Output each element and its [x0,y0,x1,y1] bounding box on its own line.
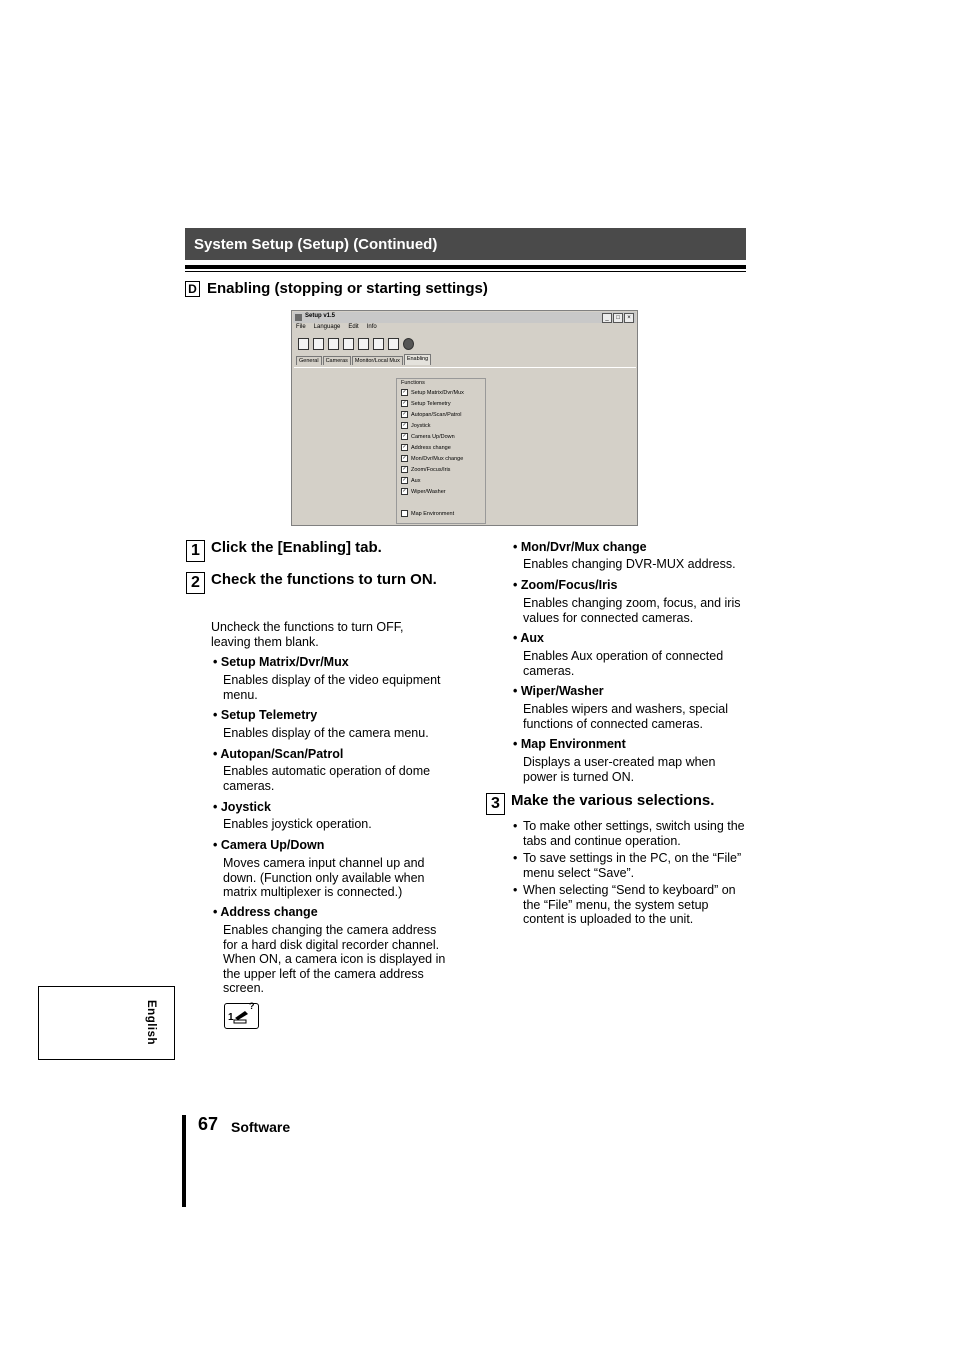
camera-glyph-icon [233,1008,251,1024]
keyboard-send-icon[interactable] [373,338,384,350]
window-title: Setup v1.5 [305,313,336,319]
step-3-bullet: • To make other settings, switch using the tabs and continue operation. [523,819,748,848]
header-rule-thick [185,265,746,269]
close-button[interactable]: × [624,313,634,323]
upload-icon[interactable] [343,338,354,350]
checkbox-wiper-washer[interactable]: ✓ Wiper/Washer [402,488,446,495]
function-heading-zoom-focus-iris: • Zoom/Focus/Iris [513,578,617,593]
step-2-intro: Uncheck the functions to turn OFF, leaving them blank. [211,620,404,649]
step-number-3: 3 [486,793,505,815]
menu-edit[interactable]: Edit [348,324,359,330]
function-desc-mon-dvr-mux: Enables changing DVR-MUX address. [523,557,736,571]
section-title: Enabling (stopping or starting settings) [207,280,488,297]
minimize-button[interactable]: _ [602,313,612,323]
step-number-2: 2 [186,572,205,594]
header-rule-thin [185,271,746,272]
step-3-bullet: • To save settings in the PC, on the “File” menu select “Save”. [523,851,748,880]
function-heading-setup-matrix: • Setup Matrix/Dvr/Mux [213,655,349,670]
tab-monitor-local-mux[interactable]: Monitor/Local Mux [352,356,403,365]
open-folder-icon[interactable] [313,338,324,350]
app-icon [295,314,302,321]
function-desc-aux: Enables Aux operation of connected cameras. [523,649,724,678]
tab-enabling[interactable]: Enabling [404,354,431,365]
function-desc-autopan: Enables automatic operation of dome cameras. [223,764,431,793]
step-2-title: Check the functions to turn ON. [211,571,437,588]
function-heading-joystick: • Joystick [213,800,271,815]
menu-file[interactable]: File [296,324,306,330]
new-file-icon[interactable] [298,338,309,350]
checkbox-address-change[interactable]: ✓ Address change [402,444,451,451]
step-number-1: 1 [186,540,205,562]
exit-icon[interactable] [403,338,414,350]
language-side-tab-label: English [145,1000,157,1046]
function-heading-mon-dvr-mux: • Mon/Dvr/Mux change [513,540,647,555]
save-disk-icon[interactable] [328,338,339,350]
step-3-bullet: • When selecting “Send to keyboard” on the “File” menu, the system setup content is uploaded to the unit. [523,883,748,927]
checkbox-camera-up-down[interactable]: ✓ Camera Up/Down [402,433,455,440]
setup-window-screenshot [291,310,638,526]
checkbox-zoom-focus-iris[interactable]: ✓ Zoom/Focus/Iris [402,466,451,473]
tab-panel [294,367,636,526]
maximize-button[interactable]: □ [613,313,623,323]
menu-language[interactable]: Language [313,324,341,330]
function-desc-zoom-focus-iris: Enables changing zoom, focus, and iris values for connected cameras. [523,596,741,625]
checkbox-map-environment[interactable]: Map Environment [401,510,454,517]
function-heading-map-environment: • Map Environment [513,737,626,752]
section-letter-badge: D [185,281,200,297]
function-heading-wiper-washer: • Wiper/Washer [513,684,604,699]
function-desc-setup-telemetry: Enables display of the camera menu. [223,726,429,740]
tab-strip [296,356,432,365]
checkbox-joystick[interactable]: ✓ Joystick [402,422,431,429]
footer-section-name: Software [231,1119,291,1135]
function-desc-camera-up-down: Moves camera input channel up and down. (Function only available when matrix multiplexer is connected.) [223,856,425,899]
toolbar [298,338,414,350]
step-3-title: Make the various selections. [511,792,715,809]
checkbox-setup-matrix[interactable]: ✓ Setup Matrix/Dvr/Mux [402,389,464,396]
footer-rule [182,1115,186,1207]
download-icon[interactable] [358,338,369,350]
functions-group [396,378,486,524]
function-desc-map-environment: Displays a user-created map when power is turned ON. [523,755,716,784]
tab-general[interactable]: General [296,356,322,365]
function-heading-address-change: • Address change [213,905,318,920]
functions-group-label: Functions [401,380,425,386]
camera-icon [224,1003,259,1029]
print-icon[interactable] [388,338,399,350]
window-titlebar [293,312,636,323]
function-heading-autopan: • Autopan/Scan/Patrol [213,747,343,762]
step-1-title: Click the [Enabling] tab. [211,539,382,556]
function-desc-setup-matrix: Enables display of the video equipment menu. [223,673,441,702]
page-header-title: System Setup (Setup) (Continued) [194,236,438,253]
function-heading-setup-telemetry: • Setup Telemetry [213,708,317,723]
menu-info[interactable]: Info [366,324,377,330]
tab-cameras[interactable]: Cameras [323,356,351,365]
checkbox-aux[interactable]: ✓ Aux [402,477,421,484]
checkbox-setup-telemetry[interactable]: ✓ Setup Telemetry [402,400,451,407]
function-heading-aux: • Aux [513,631,544,646]
camera-icon-question: ? [249,1001,255,1011]
function-heading-camera-up-down: • Camera Up/Down [213,838,324,853]
camera-icon-number: 1 [228,1012,234,1023]
checkbox-mon-dvr-mux[interactable]: ✓ Mon/Dvr/Mux change [402,455,464,462]
page-number: 67 [198,1114,219,1134]
menu-bar [296,324,377,330]
function-desc-joystick: Enables joystick operation. [223,817,372,831]
function-desc-address-change: Enables changing the camera address for a hard disk digital recorder channel. When ON, a camera icon is displayed in the upper left of the camera address screen. [223,923,446,995]
checkbox-autopan[interactable]: ✓ Autopan/Scan/Patrol [402,411,462,418]
function-desc-wiper-washer: Enables wipers and washers, special functions of connected cameras. [523,702,728,731]
